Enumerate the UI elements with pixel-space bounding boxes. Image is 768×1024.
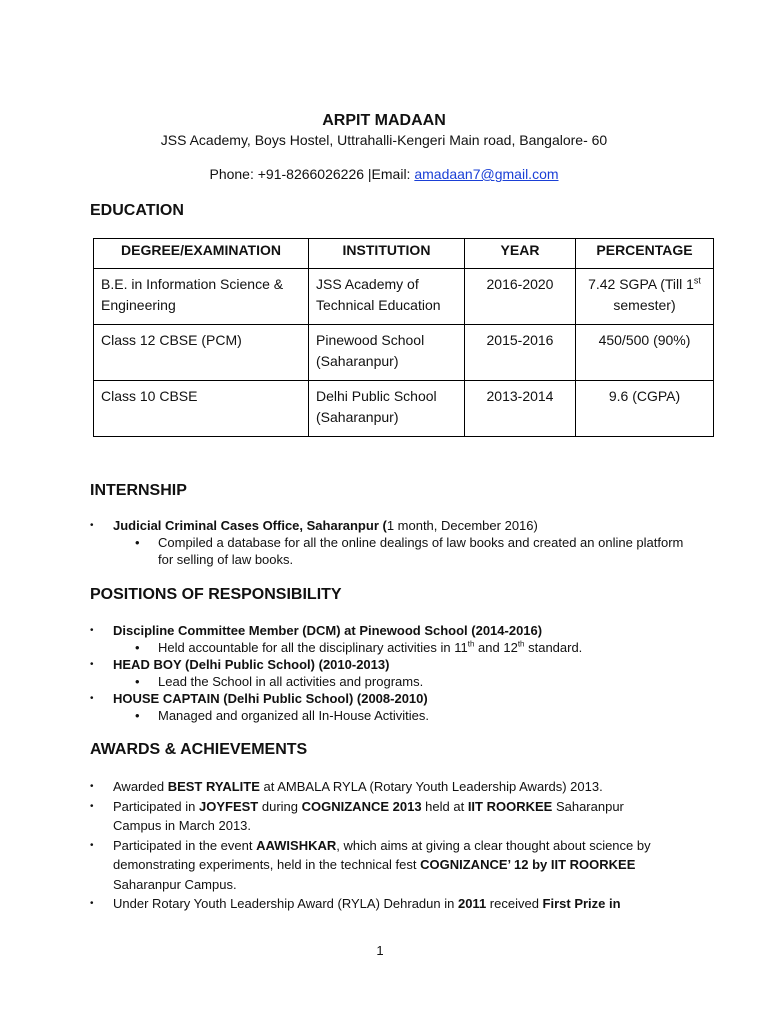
bullet: • <box>135 640 140 655</box>
sub-list <box>113 639 690 656</box>
sub-list-item <box>113 639 690 656</box>
institution-cell: JSS Academy of Technical Education <box>309 269 465 325</box>
bold-text: AAWISHKAR <box>256 837 337 853</box>
text: Participated in <box>113 798 199 814</box>
awards-heading: AWARDS & ACHIEVEMENTS <box>90 741 308 758</box>
awards-list <box>90 777 670 914</box>
bold-text: COGNIZANCE 2013 <box>301 798 422 814</box>
sub-list <box>113 534 690 568</box>
phone-text: Phone: +91-8266026226 |Email: <box>209 166 415 182</box>
ordinal-suffix: th <box>467 639 475 649</box>
positions-heading: POSITIONS OF RESPONSIBILITY <box>90 586 342 603</box>
bold-text: COGNIZANCE’ 12 by IIT ROORKEE <box>420 857 636 872</box>
text: received <box>486 896 543 911</box>
internship-org: Judicial Criminal Cases Office, Saharanpur ( <box>113 518 387 533</box>
internship-list <box>90 517 690 568</box>
text: Under Rotary Youth Leadership Award (RYLA) Dehradun in <box>113 896 458 911</box>
ordinal-suffix: st <box>693 275 701 286</box>
bold-text: JOYFEST <box>199 798 259 814</box>
bold-text: 2011 <box>457 896 487 911</box>
table-row <box>94 381 714 437</box>
position-title: HEAD BOY (Delhi Public School) (2010-2013) <box>113 657 390 672</box>
column-header: DEGREE/EXAMINATION <box>94 239 309 269</box>
sub-list-item <box>113 534 690 568</box>
text: Held accountable for all the disciplinary activities in 11 <box>158 640 468 655</box>
list-item <box>90 797 670 836</box>
table-row <box>94 269 714 325</box>
internship-duration: 1 month, December 2016) <box>386 518 538 533</box>
sub-list <box>113 707 690 724</box>
text: during <box>258 798 302 814</box>
address: JSS Academy, Boys Hostel, Uttrahalli-Kengeri Main road, Bangalore- 60 <box>160 132 608 148</box>
education-table <box>93 238 714 437</box>
bullet: • <box>135 535 140 550</box>
text: held at <box>421 798 468 814</box>
list-item <box>90 517 690 568</box>
list-item <box>90 777 670 797</box>
text: Managed and organized all In-House Activities. <box>158 708 429 723</box>
text: and 12 <box>474 640 518 655</box>
degree-cell: Class 12 CBSE (PCM) <box>94 325 309 381</box>
page-number: 1 <box>376 943 384 958</box>
text: at AMBALA RYLA (Rotary Youth Leadership Awards) 2013. <box>259 779 603 794</box>
list-item <box>90 622 690 656</box>
column-header: PERCENTAGE <box>576 239 714 269</box>
institution-cell: Pinewood School (Saharanpur) <box>309 325 465 381</box>
text: standard. <box>524 640 583 655</box>
text: Participated in the event <box>113 837 257 853</box>
column-header: INSTITUTION <box>309 239 465 269</box>
year-cell: 2016-2020 <box>465 269 576 325</box>
year-cell: 2013-2014 <box>465 381 576 437</box>
positions-list <box>90 622 690 724</box>
text: Awarded <box>113 779 168 794</box>
percentage-cell: 9.6 (CGPA) <box>576 381 714 437</box>
column-header: YEAR <box>465 239 576 269</box>
percentage-text: semester) <box>613 297 676 313</box>
text: Saharanpur Campus in March 2013. <box>113 798 624 833</box>
bullet: • <box>135 674 140 689</box>
degree-cell: B.E. in Information Science & Engineering <box>94 269 309 325</box>
percentage-cell <box>576 269 714 325</box>
bullet: • <box>90 520 94 531</box>
bullet: • <box>90 781 94 792</box>
sub-list <box>113 673 690 690</box>
list-item <box>90 690 690 724</box>
bold-text: First Prize in <box>542 896 621 911</box>
bullet: • <box>90 800 94 812</box>
percentage-cell: 450/500 (90%) <box>576 325 714 381</box>
list-item <box>90 836 670 895</box>
list-item <box>90 656 690 690</box>
contact-line <box>0 166 768 182</box>
table-header-row <box>94 239 714 269</box>
text: Lead the School in all activities and programs. <box>158 674 424 689</box>
bullet: • <box>90 659 94 670</box>
sub-list-item <box>113 707 690 724</box>
degree-cell: Class 10 CBSE <box>94 381 309 437</box>
institution-cell: Delhi Public School (Saharanpur) <box>309 381 465 437</box>
bullet: • <box>90 693 94 704</box>
bullet: • <box>135 708 140 723</box>
candidate-name: ARPIT MADAAN <box>322 112 446 129</box>
percentage-text: 7.42 SGPA (Till 1 <box>588 276 694 292</box>
text: , which aims at giving a clear thought about science by demonstrating experiments, held in the technical fest <box>113 837 651 872</box>
internship-heading: INTERNSHIP <box>90 482 187 499</box>
bold-text: BEST RYALITE <box>167 779 260 794</box>
bold-text: IIT ROORKEE <box>467 798 553 814</box>
table-row <box>94 325 714 381</box>
position-title: HOUSE CAPTAIN (Delhi Public School) (2008-2010) <box>113 691 428 706</box>
sub-list-item <box>113 673 690 690</box>
bullet: • <box>90 898 94 909</box>
internship-description: Compiled a database for all the online dealings of law books and created an online platform for selling of law books. <box>158 535 684 567</box>
list-item <box>90 894 670 914</box>
email-link[interactable]: amadaan7@gmail.com <box>414 166 559 182</box>
year-cell: 2015-2016 <box>465 325 576 381</box>
education-heading: EDUCATION <box>90 202 184 219</box>
ordinal-suffix: th <box>517 639 525 649</box>
bullet: • <box>90 625 94 636</box>
text: Saharanpur Campus. <box>113 876 237 892</box>
bullet: • <box>90 839 94 851</box>
position-title: Discipline Committee Member (DCM) at Pinewood School (2014-2016) <box>113 623 543 638</box>
